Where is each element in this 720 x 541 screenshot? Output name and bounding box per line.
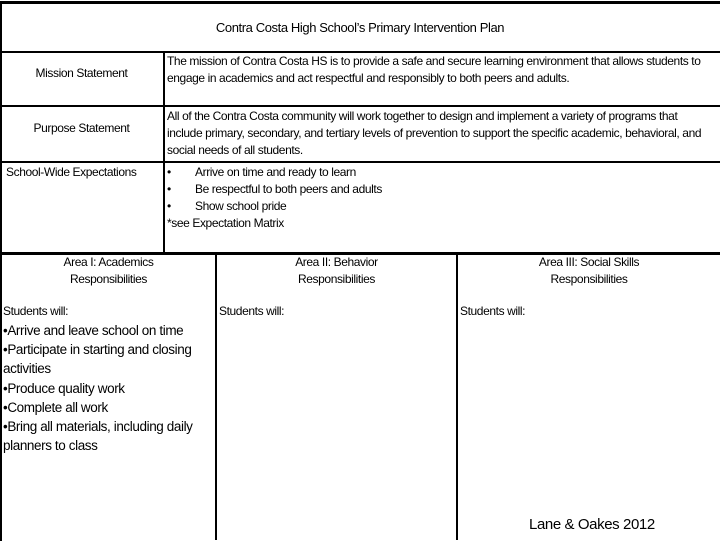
area1-item: • Participate in starting and closing activities	[3, 340, 208, 378]
mission-text: The mission of Contra Costa HS is to provide a safe and secure learning environment that allows students to engage in academics and act respectful and responsibly to both peers and adults.	[167, 54, 701, 85]
purpose-text: All of the Contra Costa community will work together to design and implement a variety of programs that include primary, secondary, and tertiary levels of prevention to support the specific academic, behavioral, and social needs of all students.	[167, 109, 702, 157]
divider-area1	[215, 252, 217, 540]
expectation-item: • Arrive on time and ready to learn	[167, 164, 707, 181]
expectations-list	[167, 164, 707, 232]
area1-item: • Produce quality work	[3, 379, 208, 398]
page-title: Contra Costa High School’s Primary Intervention Plan	[215, 20, 505, 35]
divider-area2	[456, 252, 458, 540]
divider-purpose	[0, 161, 720, 163]
expectations-label: School-Wide Expectations	[6, 165, 137, 179]
area3-intro: Students will:	[460, 304, 526, 318]
area1-item: • Complete all work	[3, 398, 208, 417]
credit: Lane & Oakes 2012	[529, 516, 655, 533]
area2-title-line1: Area II: Behavior	[295, 255, 378, 269]
divider-mission	[0, 105, 720, 107]
area1-list	[3, 321, 208, 455]
area1-item: • Bring all materials, including daily planners to class	[3, 417, 208, 455]
expectation-item: • Show school pride	[167, 198, 707, 215]
area1-title-line2: Responsibilities	[70, 272, 147, 286]
expectation-item: • Be respectful to both peers and adults	[167, 181, 707, 198]
mission-label: Mission Statement	[35, 66, 128, 80]
area2-intro: Students will:	[219, 304, 285, 318]
area2-title	[217, 254, 456, 288]
area3-title-line1: Area III: Social Skills	[538, 255, 640, 269]
area3-title	[458, 254, 720, 288]
expectations-note: *see Expectation Matrix	[167, 216, 284, 230]
divider-label-col	[163, 51, 165, 254]
border-top	[0, 1, 720, 4]
area1-intro: Students will:	[3, 304, 69, 318]
area1-item: • Arrive and leave school on time	[3, 321, 208, 340]
area1-title-line1: Area I: Academics	[63, 255, 154, 269]
area2-title-line2: Responsibilities	[298, 272, 375, 286]
purpose-label: Purpose Statement	[33, 121, 130, 135]
area3-title-line2: Responsibilities	[550, 272, 628, 286]
area1-title	[2, 254, 215, 288]
